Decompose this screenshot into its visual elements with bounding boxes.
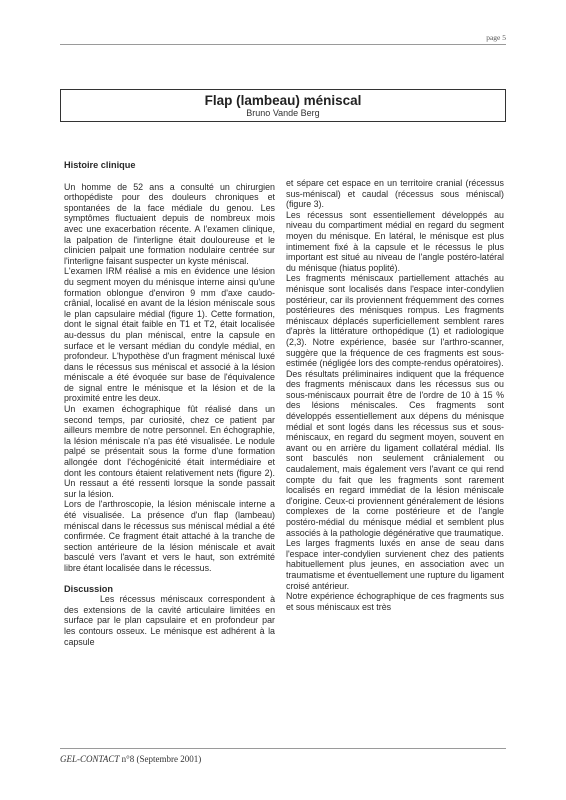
paragraph: et sépare cet espace en un territoire cranial (récessus sus-méniscal) et caudal (récessus sous méniscal) (figure 3).	[286, 178, 504, 210]
header-rule	[60, 44, 506, 45]
paragraph: Un examen échographique fût réalisé dans un second temps, par curiosité, chez ce patient par ailleurs membre de notre personnel. En échographie, la lésion méniscale n'a pas été visualisée. Le nodule palpé se présentait sous la forme d'une formation allongée dont l'échogénicité était intermédiaire et dont les contours étaient relativement nets (figure 2). Un ressaut a été ressenti lorsque la sonde passait sur la lésion.	[64, 404, 275, 499]
section-heading-discussion: Discussion	[64, 583, 114, 594]
paragraph: Un homme de 52 ans a consulté un chirurgien orthopédiste pour des douleurs chroniques et spontanées de la face médiale du genou. Les symptômes fluctuaient depuis de nombreux mois avec une exacerbation récente. A l'examen clinique, la palpation de l'interligne était douloureuse et le clinicien palpait une formation nodulaire centrée sur l'interligne faisant suspecter un kyste méniscal.	[64, 181, 275, 266]
left-column	[64, 160, 275, 647]
paragraph: Les fragments méniscaux partiellement attachés au ménisque sont localisés dans l'espace inter-condylien postérieur, car ils proviennent fréquemment des cornes postérieures des ménisques rompus. Les fragments méniscaux déplacés superficiellement semblent rares d'après la littérature orthopédique (1) et radiologique (2,3). Notre expérience, basée sur l'arthro-scanner, suggère que la fréquence de ces fragments est sous-estimée (négligée lors des compte-rendus opératoires).	[286, 273, 504, 369]
right-column	[286, 178, 504, 612]
page-number: page 5	[486, 33, 506, 42]
issue-date: (Septembre 2001)	[136, 754, 202, 764]
paragraph: Des résultats préliminaires indiquent que la fréquence des fragments méniscaux dans les récessus sus ou sous-méniscaux pourrait être de l'ordre de 10 à 15 % des lésions méniscales. Ces fragments sont développés essentiellement aux dépens du ménisque médial et sont logés dans les récessus sus et sous-méniscaux, en regard du segment moyen, souvent en avant ou en arrière du ligament collatéral médial. Ils sont basculés non seulement crânialement ou caudalement, mais également vers l'avant ce qui rend compte du fait que les fragments sont rarement localisés en regard immédiat de la lésion méniscale d'origine. Ceux-ci proviennent généralement de lésions complexes de la corne postérieure et de l'angle postéro-médial du ménisque médial et semblent plus associés à la pathologie dégénérative que traumatique.	[286, 368, 504, 538]
paragraph: Les récessus méniscaux correspondent à des extensions de la cavité articulaire limitées en surface par le plan capsulaire et en profondeur par les contours osseux. Le ménisque est adhérent à la capsule	[64, 594, 275, 647]
paragraph: Les récessus sont essentiellement développés au niveau du compartiment médial en regard du segment moyen du ménisque. En latéral, le ménisque est plus intimement fixé à la capsule et le récessus le plus important est situé au niveau de l'angle postéro-latéral du ménisque (hiatus poplité).	[286, 209, 504, 273]
paragraph: L'examen IRM réalisé a mis en évidence une lésion du segment moyen du ménisque interne ainsi qu'une formation oblongue d'environ 9 mm d'axe caudo-crânial, localisé en avant de la lésion méniscale sous le plan capsulaire médial (figure 1). Cette formation, dont le signal était faible en T1 et T2, était localisée au-dessus du plan méniscal, entre la capsule en surface et le versant médian du condyle médial, en profondeur. L'hypothèse d'un fragment méniscal luxé dans le récessus sus méniscal et associé à la lésion méniscale a été évoquée sur base de l'équivalence de signal entre le ménisque et la lésion et de la proximité entre les deux.	[64, 266, 275, 404]
article-author: Bruno Vande Berg	[246, 108, 320, 118]
issue-number: n°8	[121, 754, 135, 764]
paragraph: Les larges fragments luxés en anse de seau dans l'espace inter-condylien survienent chez des patients habituellement plus jeunes, en association avec un traumatisme et éventuellement une rupture du ligament croisé antérieur.	[286, 538, 504, 591]
paragraph: Notre expérience échographique de ces fragments sus et sous méniscaux est très	[286, 591, 504, 612]
footer-rule	[60, 748, 506, 749]
article-title: Flap (lambeau) méniscal	[204, 93, 362, 108]
journal-name: GEL-CONTACT	[60, 754, 120, 764]
paragraph: Lors de l'arthroscopie, la lésion méniscale interne a été visualisée. La présence d'un flap (lambeau) méniscal dans le récessus sus méniscal médial a été confirmée. Ce fragment était attaché à la tranche de section antérieure de la lésion méniscale et avait basculé vers l'avant et vers le haut, son extrémité libre étant localisée dans le récessus.	[64, 499, 275, 573]
footer	[60, 754, 201, 764]
title-box	[60, 89, 506, 122]
section-heading-history: Histoire clinique	[64, 160, 136, 170]
